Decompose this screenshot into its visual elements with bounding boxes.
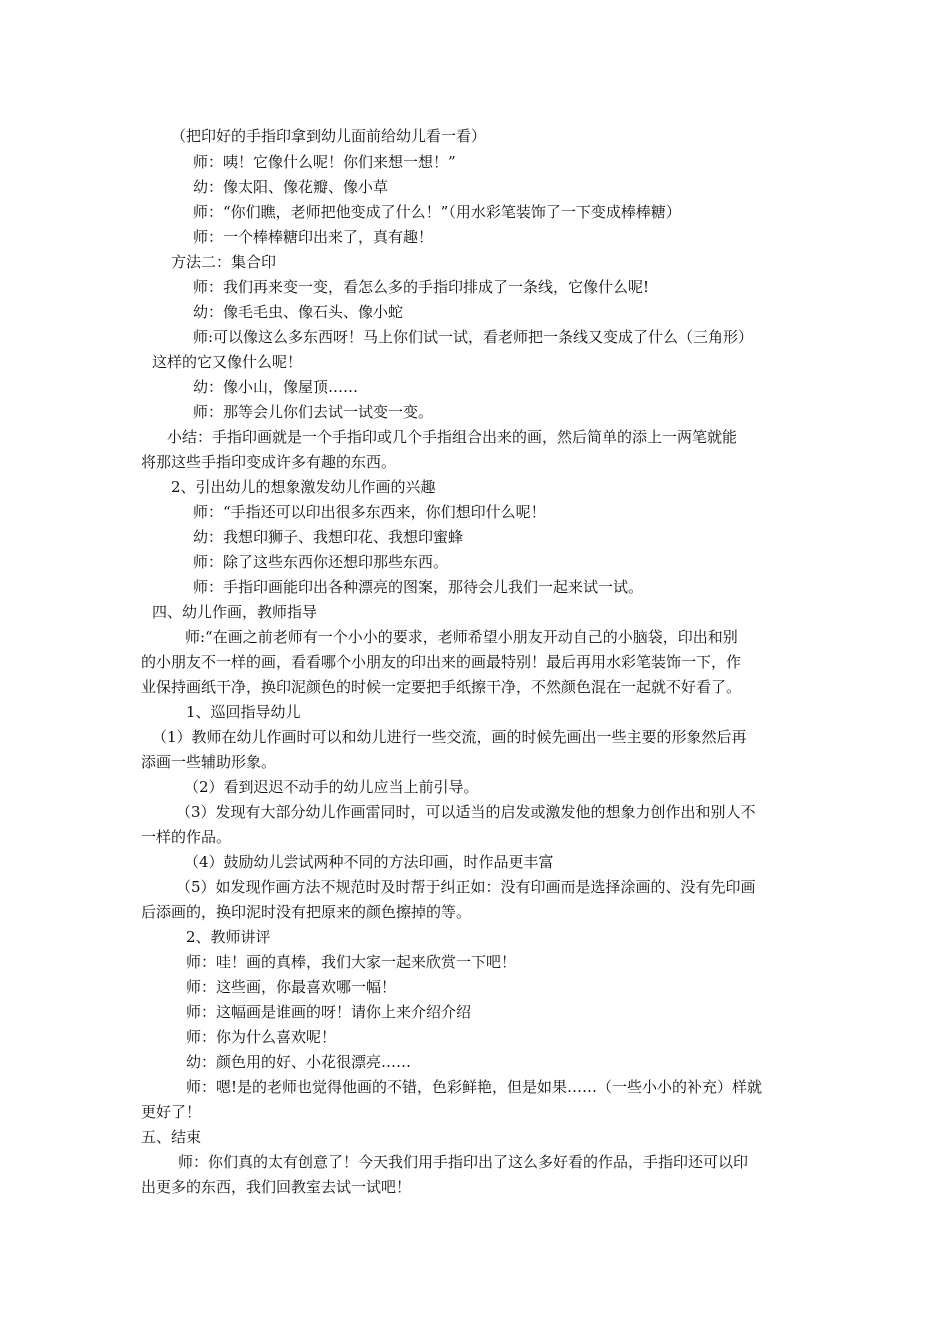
text-line: 师：手指印画能印出各种漂亮的图案，那待会儿我们一起来试一试。 — [193, 578, 644, 596]
text-line: 师：这幅画是谁画的呀！请你上来介绍介绍 — [186, 1003, 472, 1021]
text-line: 幼：我想印狮子、我想印花、我想印蜜蜂 — [193, 528, 464, 546]
text-line: （1）教师在幼儿作画时可以和幼儿进行一些交流，画的时候先画出一些主要的形象然后再 — [152, 728, 747, 746]
text-line: 师：咦！它像什么呢！你们来想一想！” — [193, 153, 456, 171]
text-line: （把印好的手指印拿到幼儿面前给幼儿看一看） — [171, 127, 487, 145]
text-line: 将那这些手指印变成许多有趣的东西。 — [141, 453, 397, 471]
text-line: （2）看到迟迟不动手的幼儿应当上前引导。 — [184, 778, 479, 796]
text-line: 一样的作品。 — [141, 828, 232, 846]
text-line: 业保持画纸干净，换印泥颜色的时候一定要把手纸擦干净，不然颜色混在一起就不好看了。 — [141, 678, 742, 696]
text-line: 更好了！ — [141, 1103, 202, 1121]
section-heading: 2、教师讲评 — [186, 928, 271, 946]
text-line: 师：你们真的太有创意了！今天我们用手指印出了这么多好看的作品，手指印还可以印 — [178, 1153, 749, 1171]
text-line: 师:可以像这么多东西呀！马上你们试一试，看老师把一条线又变成了什么（三角形） — [193, 328, 754, 346]
text-line: 师：“手指还可以印出很多东西来，你们想印什么呢！ — [193, 503, 546, 521]
text-line: 师：嗯!是的老师也觉得他画的不错，色彩鲜艳，但是如果……（一些小小的补充）样就 — [186, 1078, 763, 1096]
text-line: 后添画的，换印泥时没有把原来的颜色擦掉的等。 — [141, 903, 472, 921]
text-line: 小结：手指印画就是一个手指印或几个手指组合出来的画，然后简单的添上一两笔就能 — [167, 428, 738, 446]
text-line: 师：哇！画的真棒，我们大家一起来欣赏一下吧！ — [186, 953, 517, 971]
text-line: 幼：像毛毛虫、像石头、像小蛇 — [193, 303, 404, 321]
text-line: 出更多的东西，我们回教室去试一试吧！ — [141, 1178, 412, 1196]
text-line: 师:“在画之前老师有一个小小的要求，老师希望小朋友开动自己的小脑袋，印出和别 — [185, 628, 738, 646]
section-heading: 1、巡回指导幼儿 — [186, 703, 301, 721]
section-heading: 方法二：集合印 — [171, 253, 277, 271]
text-line: 师：“你们瞧，老师把他变成了什么！”（用水彩笔装饰了一下变成棒棒糖） — [193, 203, 681, 221]
text-line: （4）鼓励幼儿尝试两种不同的方法印画，时作品更丰富 — [184, 853, 554, 871]
text-line: 的小朋友不一样的画，看看哪个小朋友的印出来的画最特别！最后再用水彩笔装饰一下，作 — [141, 653, 742, 671]
text-line: 师：我们再来变一变，看怎么多的手指印排成了一条线，它像什么呢! — [193, 278, 650, 296]
section-heading: 五、结束 — [141, 1128, 202, 1146]
text-line: 师：除了这些东西你还想印那些东西。 — [193, 553, 449, 571]
text-line: （3）发现有大部分幼儿作画雷同时，可以适当的启发或激发他的想象力创作出和别人不 — [176, 803, 756, 821]
text-line: 幼：颜色用的好、小花很漂亮…… — [186, 1053, 412, 1071]
text-line: 师：那等会儿你们去试一试变一变。 — [193, 403, 434, 421]
text-line: 师：一个棒棒糖印出来了，真有趣！ — [193, 228, 434, 246]
text-line: 师：你为什么喜欢呢！ — [186, 1028, 337, 1046]
text-line: 幼：像太阳、像花瓣、像小草 — [193, 178, 389, 196]
text-line: 幼：像小山，像屋顶…… — [193, 378, 359, 396]
text-line: 添画一些辅助形象。 — [141, 753, 277, 771]
section-heading: 2、引出幼儿的想象激发幼儿作画的兴趣 — [171, 478, 436, 496]
text-line: 师：这些画，你最喜欢哪一幅！ — [186, 978, 397, 996]
section-heading: 四、幼儿作画，教师指导 — [152, 603, 318, 621]
text-line: （5）如发现作画方法不规范时及时帮于纠正如：没有印画而是选择涂画的、没有先印画 — [176, 878, 756, 896]
text-line: 这样的它又像什么呢！ — [152, 353, 303, 371]
